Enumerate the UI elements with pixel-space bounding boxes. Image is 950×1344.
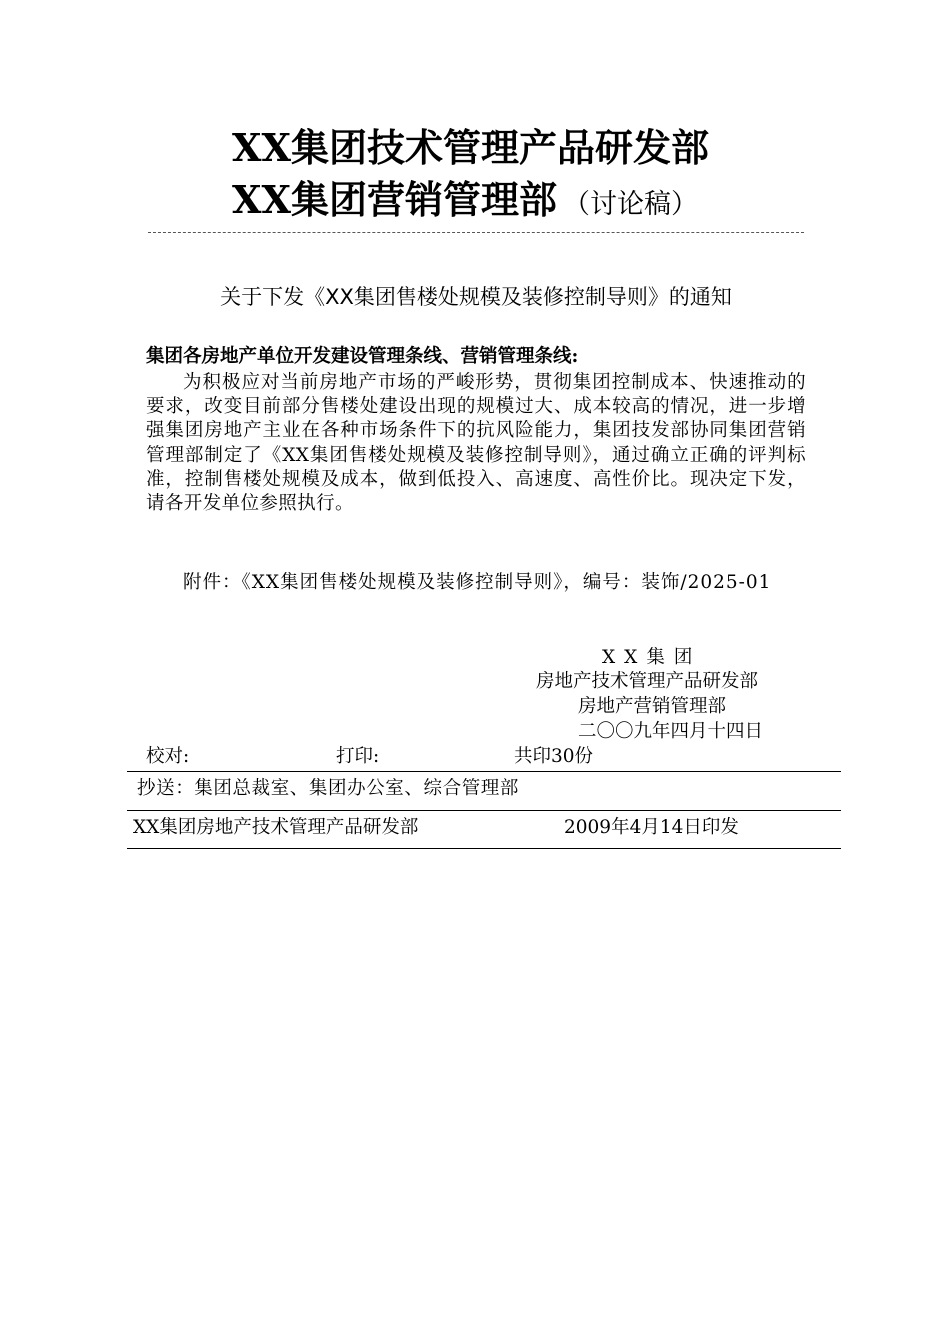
notice-title: 关于下发《XX集团售楼处规模及装修控制导则》的通知 — [220, 285, 732, 309]
divider-top — [127, 771, 841, 772]
print-label: 打印: — [336, 746, 380, 767]
body-paragraph: 为积极应对当前房地产市场的严峻形势，贯彻集团控制成本、快速推动的要求，改变目前部分售楼处建设出现的规模过大、成本较高的情况，进一步增强集团房地产主业在各种市场条件下的抗风险能力，集团技发部协同集团营销管理部制定了《XX集团售楼处规模及装修控制导则》，通过确立正确的评判标准，控制售楼处规模及成本，做到低投入、高速度、高性价比。现决定下发，请各开发单位参照执行。 — [146, 372, 806, 515]
header-title-line1 — [232, 126, 709, 170]
copies-count: 共印30份 — [514, 746, 594, 767]
header-org-marketing: XX集团营销管理部 — [232, 177, 557, 222]
draft-note: （讨论稿） — [562, 189, 698, 220]
issue-date: 2009年4月14日印发 — [564, 817, 739, 838]
divider-bottom — [127, 848, 841, 849]
proofread-label: 校对: — [146, 746, 190, 767]
issuing-dept: XX集团房地产技术管理产品研发部 — [133, 817, 419, 838]
header-title-line2 — [232, 178, 698, 227]
divider-middle — [127, 810, 841, 811]
header-divider — [148, 232, 804, 233]
attachment-line: 附件：《XX集团售楼处规模及装修控制导则》，编号：装饰/2025-01 — [183, 572, 772, 593]
signature-dept-marketing: 房地产营销管理部 — [578, 696, 727, 717]
cc-line: 抄送：集团总裁室、集团办公室、综合管理部 — [137, 778, 520, 799]
signature-group: XX集团 — [602, 647, 702, 668]
header-org-tech: XX集团技术管理产品研发部 — [232, 125, 709, 170]
salutation: 集团各房地产单位开发建设管理条线、营销管理条线: — [146, 346, 579, 367]
signature-date: 二〇〇九年四月十四日 — [578, 721, 764, 742]
signature-dept-tech: 房地产技术管理产品研发部 — [536, 671, 759, 692]
